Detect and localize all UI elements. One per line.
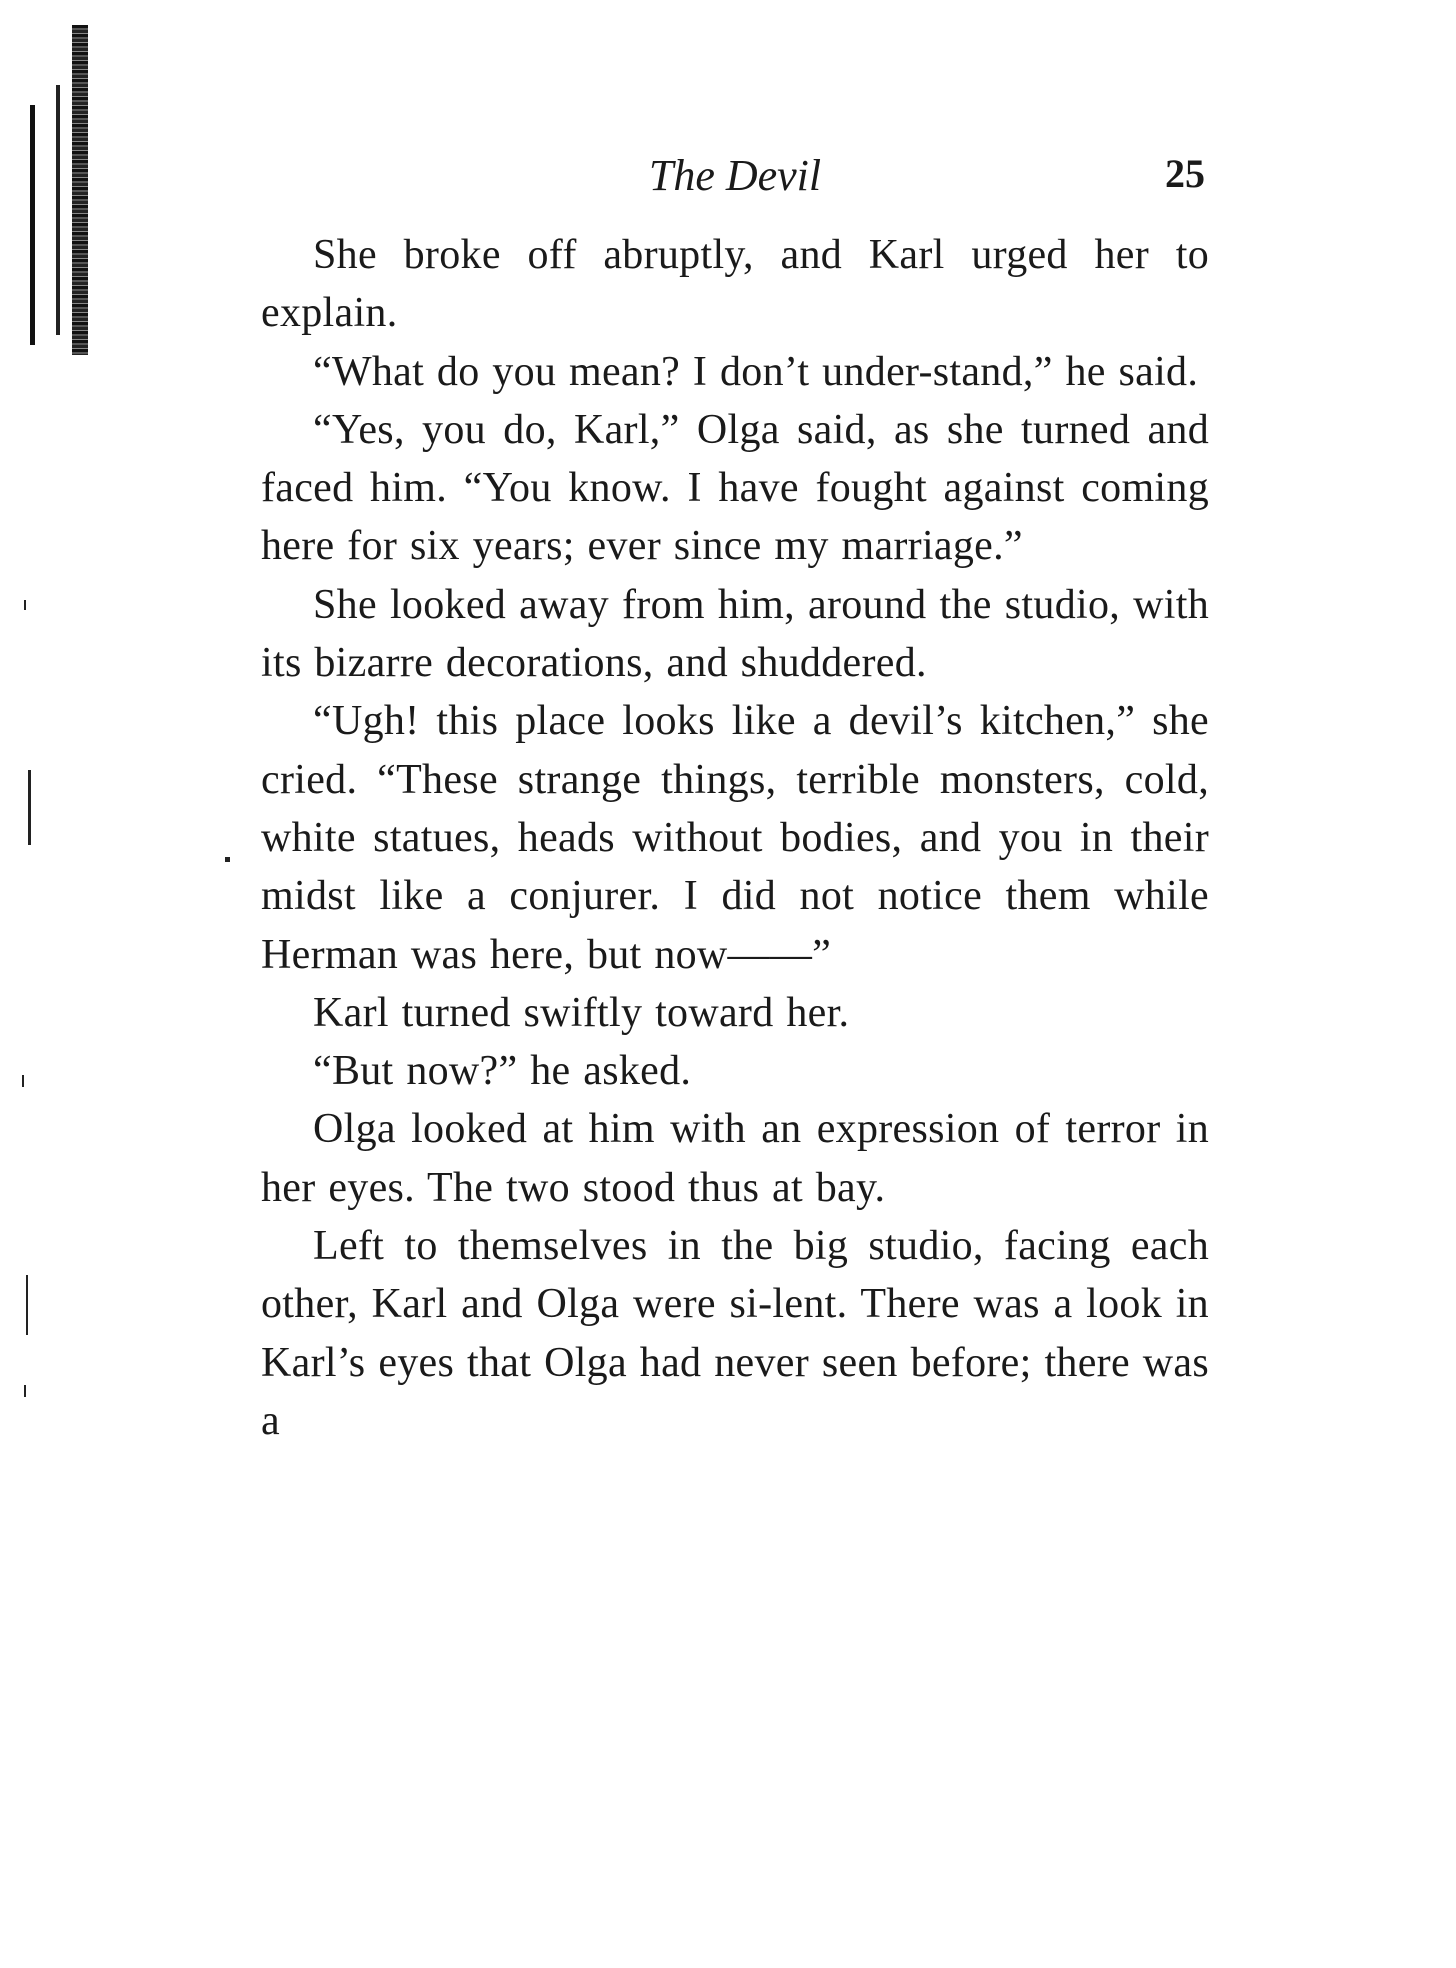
binding-shadow-band: [72, 25, 88, 355]
paragraph: Karl turned swiftly toward her.: [313, 989, 850, 1036]
scan-binding-edge: [30, 25, 88, 345]
paragraph: “But now?” he asked.: [313, 1048, 692, 1095]
paragraph: “Yes, you do, Karl,” Olga said, as she turned and faced him. “You know. I have fought against coming here for six years; ever since my marriage.”: [261, 406, 1209, 570]
paragraph: She broke off abruptly, and Karl urged her to explain.: [261, 232, 1209, 337]
paragraph: “Ugh! this place looks like a devil’s kitchen,” she cried. “These strange things, terrible monsters, cold, white statues, heads without bodies, and you in their midst like a conjurer. I did not notice them while Herman was here, but now——”: [261, 698, 1209, 978]
page-number: 25: [1165, 151, 1205, 196]
paragraph: She looked away from him, around the studio, with its bizarre decorations, and shuddered.: [261, 581, 1209, 687]
paragraph: Left to themselves in the big studio, facing each other, Karl and Olga were si-lent. There was a look in Karl’s eyes that Olga had never seen before; there was a: [261, 1223, 1209, 1444]
scan-speck: [24, 600, 26, 610]
paragraph: Olga looked at him with an expression of terror in her eyes. The two stood thus at bay.: [261, 1106, 1209, 1211]
binding-shadow-line: [56, 85, 60, 335]
running-title: The Devil: [648, 151, 822, 200]
paragraph: “What do you mean? I don’t under-stand,” he said.: [313, 348, 1199, 395]
scan-speck: [225, 857, 230, 862]
binding-shadow-line: [30, 105, 35, 345]
scan-speck: [28, 770, 31, 845]
book-page: [261, 150, 1209, 1450]
scan-speck: [24, 1385, 26, 1397]
scan-speck: [26, 1275, 28, 1335]
running-head: [261, 150, 1209, 210]
scan-speck: [22, 1075, 24, 1087]
